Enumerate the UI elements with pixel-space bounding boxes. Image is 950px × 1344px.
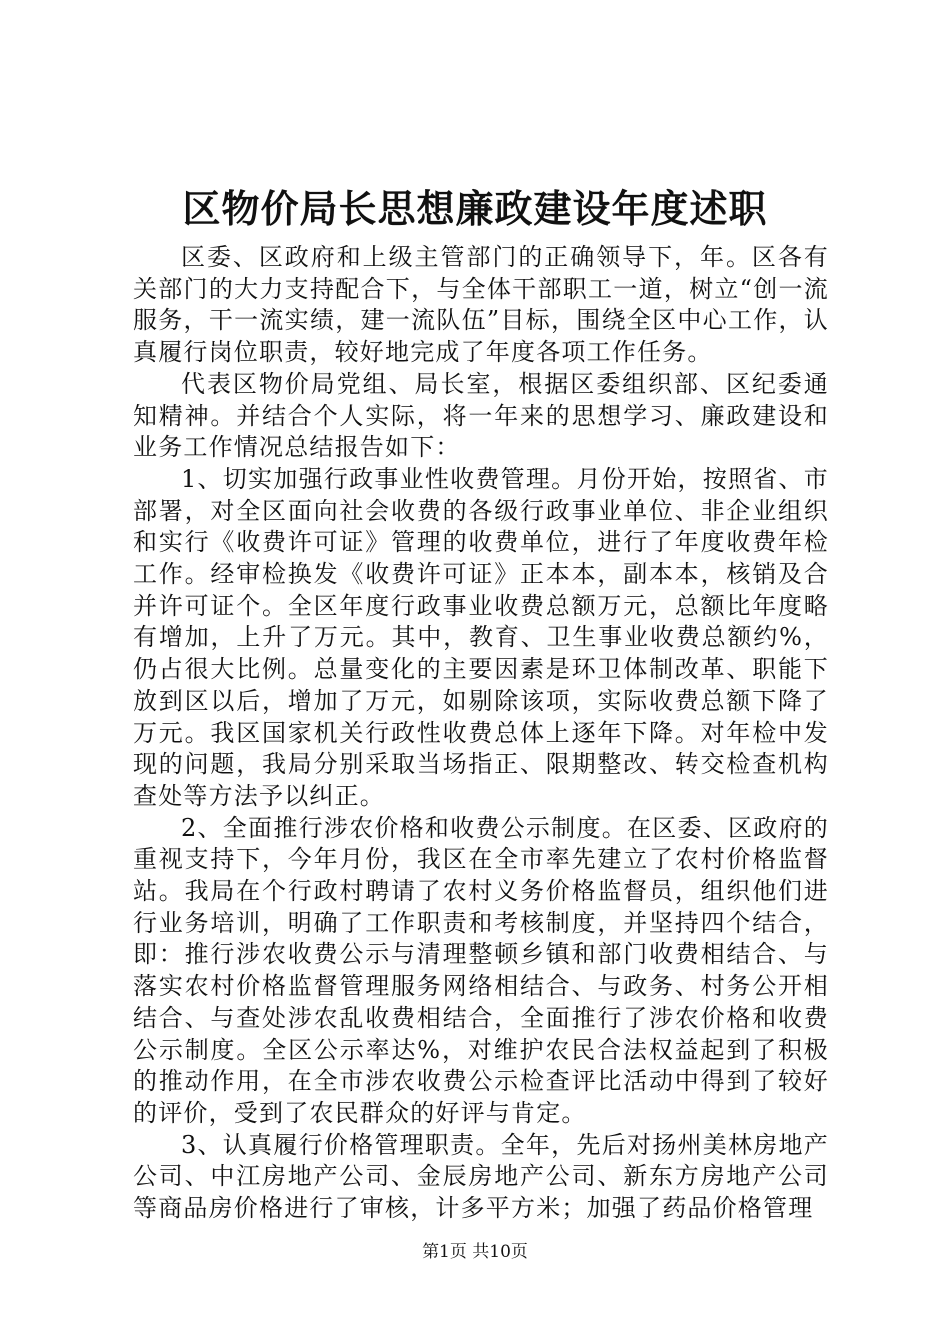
page-footer: 第1页 共10页 bbox=[422, 1242, 528, 1262]
paragraph-item-2: 2、全面推行涉农价格和收费公示制度。在区委、区政府的重视支持下，今年月份，我区在全市率先建立了农村价格监督站。我局在个行政村聘请了农村义务价格监督员，组织他们进行业务培训，明确了工作职责和考核制度，并坚持四个结合，即：推行涉农收费公示与清理整顿乡镇和部门收费相结合、与落实农村价格监督管理服务网络相结合、与政务、村务公开相结合、与查处涉农乱收费相结合，全面推行了涉农价格和收费公示制度。全区公示率达%，对维护农民合法权益起到了积极的推动作用，在全市涉农收费公示检查评比活动中得到了较好的评价，受到了农民群众的好评与肯定。 bbox=[133, 813, 829, 1127]
paragraph-item-1: 1、切实加强行政事业性收费管理。月份开始，按照省、市部署，对全区面向社会收费的各级行政事业单位、非企业组织和实行《收费许可证》管理的收费单位，进行了年度收费年检工作。经审检换发《收费许可证》正本本，副本本，核销及合并许可证个。全区年度行政事业收费总额万元，总额比年度略有增加，上升了万元。其中，教育、卫生事业收费总额约%，仍占很大比例。总量变化的主要因素是环卫体制改革、职能下放到区以后，增加了万元，如剔除该项，实际收费总额下降了万元。我区国家机关行政性收费总体上逐年下降。对年检中发现的问题，我局分别采取当场指正、限期整改、转交检查机构查处等方法予以纠正。 bbox=[133, 464, 829, 810]
document-title: 区物价局长思想廉政建设年度述职 bbox=[182, 186, 768, 231]
paragraph-item-3: 3、认真履行价格管理职责。全年，先后对扬州美林房地产公司、中江房地产公司、金辰房地产公司、新东方房地产公司等商品房价格进行了审核，计多平方米；加强了药品价格管理 bbox=[133, 1130, 829, 1223]
document-body bbox=[133, 242, 829, 1225]
paragraph-purpose: 代表区物价局党组、局长室，根据区委组织部、区纪委通知精神。并结合个人实际，将一年来的思想学习、廉政建设和业务工作情况总结报告如下： bbox=[133, 369, 829, 462]
paragraph-intro: 区委、区政府和上级主管部门的正确领导下，年。区各有关部门的大力支持配合下，与全体干部职工一道，树立“创一流服务，干一流实绩，建一流队伍”目标，围绕全区中心工作，认真履行岗位职责，较好地完成了年度各项工作任务。 bbox=[133, 243, 829, 367]
